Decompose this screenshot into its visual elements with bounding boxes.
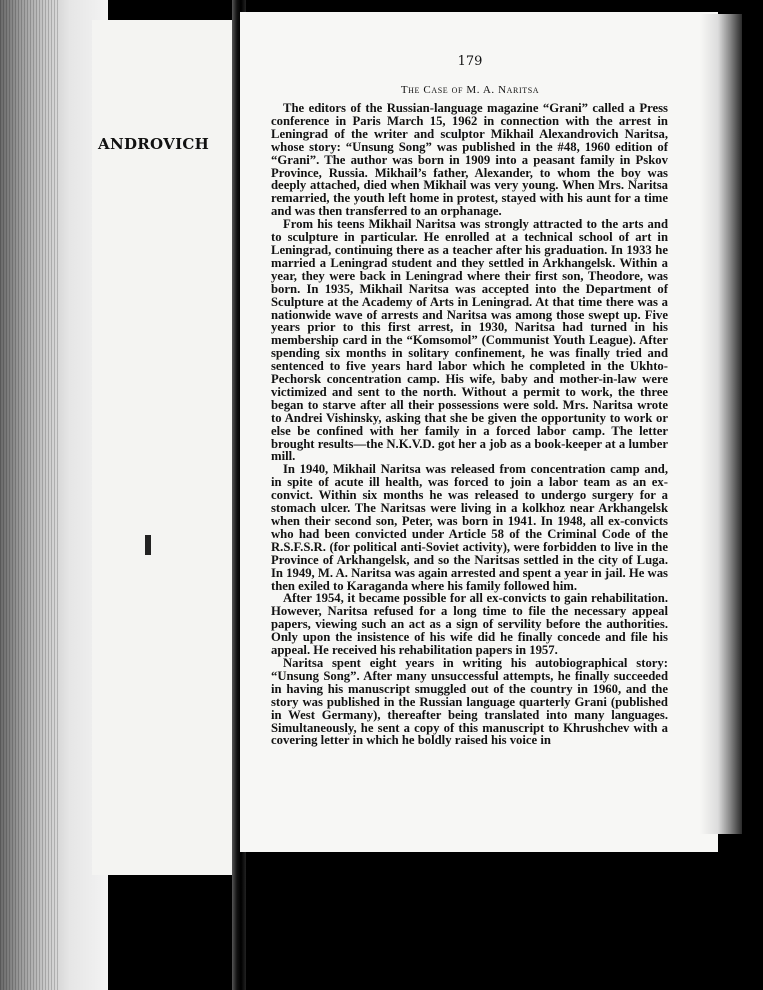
- page-right-edge: [700, 14, 742, 834]
- paragraph: From his teens Mikhail Naritsa was strongly attracted to the arts and to sculpture in particular. He enrolled at a technical school of art in Leningrad, continuing there as a teacher after his graduation. In 1933 he married a Leningrad student and they settled in Arkhangelsk. Within a year, they were back in Leningrad where their first son, Theodore, was born. In 1935, Mikhail Naritsa was accepted into the Department of Sculpture at the Academy of Arts in Leningrad. At that time there was a nationwide wave of arrests and Naritsa was among those swept up. Five years prior to this first arrest, in 1930, Naritsa had turned in his membership card in the “Komsomol” (Communist Youth League). After spending six months in solitary confinement, he was finally tried and sentenced to five years hard labor which he completed in the Ukhto-Pechorsk concentration camp. His wife, baby and mother-in-law were victimized and sent to the north. Without a permit to work, the three began to starve after all their possessions were sold. Mrs. Naritsa wrote to Andrei Vishinsky, asking that she be given the opportunity to work or else be confined with her family in a forced labor camp. The letter brought results—the N.K.V.D. got her a job as a book-keeper at a lumber mill.: [271, 217, 668, 464]
- article-title: The Case of M. A. Naritsa: [400, 84, 540, 96]
- binding-mark: [145, 535, 151, 555]
- page-number: 179: [457, 54, 483, 69]
- paragraph: Naritsa spent eight years in writing his autobiographical story: “Unsung Song”. After many unsuccessful attempts, he finally succeeded in having his manuscript smuggled out of the country in 1960, and the story was published in the Russian language quarterly Grani (published in West Germany), thereafter being translated into many languages. Simultaneously, he sent a copy of this manuscript to Khrushchev with a covering letter in which he boldly raised his voice in: [271, 655, 668, 748]
- paragraph: After 1954, it became possible for all ex-convicts to gain rehabilitation. However, Naritsa refused for a long time to file the necessary appeal papers, viewing such an act as a sign of servility before the authorities. Only upon the insistence of his wife did he finally concede and file his appeal. He received his rehabilitation papers in 1957.: [271, 591, 668, 658]
- article-body: [271, 102, 668, 747]
- paragraph: In 1940, Mikhail Naritsa was released from concentration camp and, in spite of acute ill health, was forced to join a labor team as an ex-convict. Within six months he was released to undergo surgery for a stomach ulcer. The Naritsas were living in a kolkhoz near Arkhangelsk when their second son, Peter, was born in 1941. In 1948, all ex-convicts who had been convicted under Article 58 of the Criminal Code of the R.S.F.S.R. (for political anti-Soviet activity), were forbidden to live in the Province of Arkhangelsk, and so the Naritsas settled in the city of Luga. In 1949, M. A. Naritsa was again arrested and spent a year in jail. He was then exiled to Karaganda where his family followed him.: [271, 462, 668, 593]
- paragraph: The editors of the Russian-language magazine “Grani” called a Press conference in Paris March 15, 1962 in connection with the arrest in Leningrad of the writer and sculptor Mikhail Alexandrovich Naritsa, whose story: “Unsung Song” was published in the #48, 1960 edition of “Grani”. The author was born in 1909 into a peasant family in Pskov Province, Russia. Mikhail’s father, Alexander, to whom the boy was deeply attached, died when Mikhail was very young. When Mrs. Naritsa remarried, the youth left home in protest, stayed with his aunt for a time and was then transferred to an orphanage.: [271, 101, 668, 219]
- previous-page-heading: ANDROVICH: [98, 135, 210, 153]
